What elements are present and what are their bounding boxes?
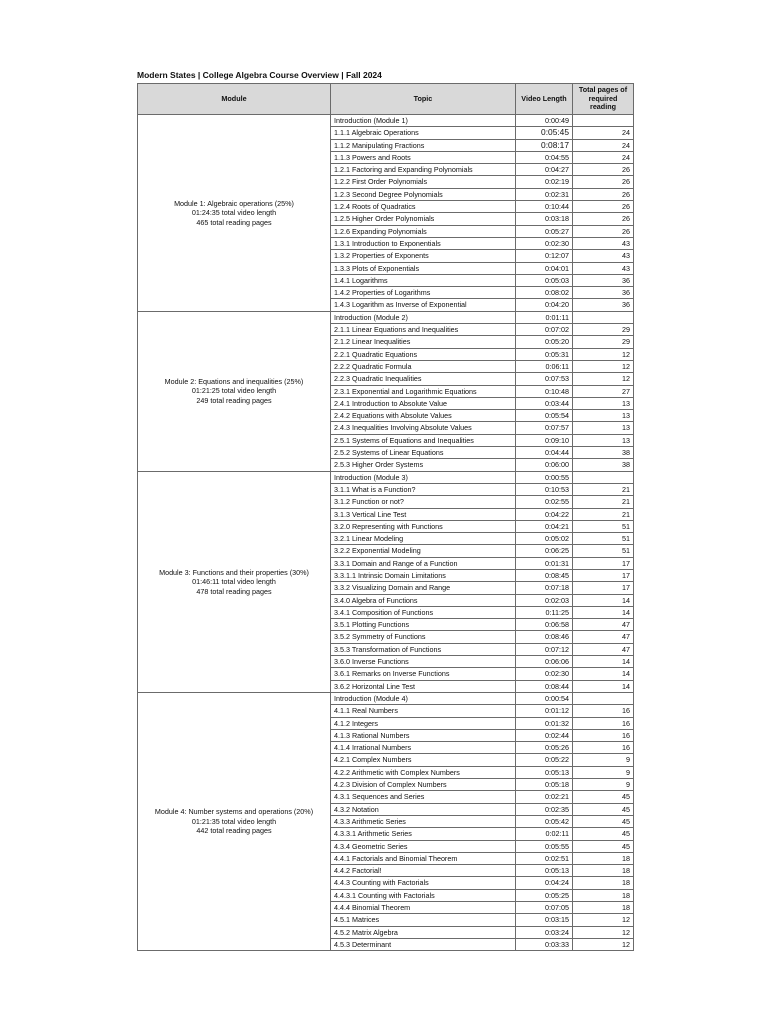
header-module: Module: [138, 84, 331, 115]
reading-pages-cell: 12: [573, 938, 634, 950]
video-length-cell: 0:07:12: [516, 643, 573, 655]
video-length-cell: 0:05:02: [516, 533, 573, 545]
reading-pages-cell: 36: [573, 274, 634, 286]
video-length-cell: 0:05:18: [516, 779, 573, 791]
video-length-cell: 0:02:30: [516, 237, 573, 249]
video-length-cell: 0:04:21: [516, 520, 573, 532]
reading-pages-cell: 18: [573, 877, 634, 889]
topic-cell: Introduction (Module 4): [331, 692, 516, 704]
reading-pages-cell: 17: [573, 569, 634, 581]
video-length-cell: 0:05:42: [516, 815, 573, 827]
module-video-total: 01:46:11 total video length: [192, 577, 276, 587]
video-length-cell: 0:02:51: [516, 852, 573, 864]
video-length-cell: 0:06:11: [516, 360, 573, 372]
reading-pages-cell: 26: [573, 225, 634, 237]
reading-pages-cell: 45: [573, 828, 634, 840]
module-video-total: 01:21:35 total video length: [191, 816, 277, 826]
topic-cell: 1.1.2 Manipulating Fractions: [331, 139, 516, 151]
topic-cell: 3.2.1 Linear Modeling: [331, 533, 516, 545]
video-length-cell: 0:02:44: [516, 729, 573, 741]
video-length-cell: 0:08:44: [516, 680, 573, 692]
reading-pages-cell: 51: [573, 533, 634, 545]
topic-cell: 3.3.1.1 Intrinsic Domain Limitations: [331, 569, 516, 581]
reading-pages-cell: 21: [573, 508, 634, 520]
video-length-cell: 0:08:46: [516, 631, 573, 643]
video-length-cell: 0:07:18: [516, 582, 573, 594]
video-length-cell: 0:09:10: [516, 434, 573, 446]
reading-pages-cell: 43: [573, 262, 634, 274]
topic-cell: 4.2.3 Division of Complex Numbers: [331, 779, 516, 791]
topic-cell: 3.4.0 Algebra of Functions: [331, 594, 516, 606]
video-length-cell: 0:06:25: [516, 545, 573, 557]
video-length-cell: 0:03:44: [516, 397, 573, 409]
header-video-length: Video Length: [516, 84, 573, 115]
video-length-cell: 0:08:17: [516, 139, 573, 151]
reading-pages-cell: 13: [573, 422, 634, 434]
topic-cell: 4.1.1 Real Numbers: [331, 705, 516, 717]
module-video-total: 01:21:25 total video length: [191, 386, 277, 396]
video-length-cell: 0:04:55: [516, 151, 573, 163]
video-length-cell: 0:12:07: [516, 250, 573, 262]
topic-cell: 1.1.1 Algebraic Operations: [331, 127, 516, 139]
video-length-cell: 0:05:13: [516, 865, 573, 877]
reading-pages-cell: 14: [573, 606, 634, 618]
reading-pages-cell: 29: [573, 336, 634, 348]
reading-pages-cell: 12: [573, 926, 634, 938]
document-title: Modern States | College Algebra Course Overview | Fall 2024: [137, 70, 382, 80]
reading-pages-cell: 21: [573, 496, 634, 508]
video-length-cell: 0:00:49: [516, 115, 573, 127]
reading-pages-cell: 36: [573, 299, 634, 311]
topic-cell: 4.4.2 Factorial!: [331, 865, 516, 877]
topic-cell: 4.2.2 Arithmetic with Complex Numbers: [331, 766, 516, 778]
header-reading-pages: Total pages of required reading: [573, 84, 634, 115]
reading-pages-cell: 16: [573, 717, 634, 729]
topic-cell: 1.3.2 Properties of Exponents: [331, 250, 516, 262]
reading-pages-cell: 14: [573, 594, 634, 606]
topic-cell: Introduction (Module 3): [331, 471, 516, 483]
table-row: [138, 471, 634, 483]
course-overview-table: [137, 83, 634, 951]
video-length-cell: 0:06:58: [516, 619, 573, 631]
video-length-cell: 0:00:54: [516, 692, 573, 704]
video-length-cell: 0:11:25: [516, 606, 573, 618]
video-length-cell: 0:05:45: [516, 127, 573, 139]
topic-cell: 1.4.2 Properties of Logarithms: [331, 287, 516, 299]
video-length-cell: 0:02:19: [516, 176, 573, 188]
video-length-cell: 0:10:53: [516, 483, 573, 495]
reading-pages-cell: 14: [573, 668, 634, 680]
topic-cell: 2.2.2 Quadratic Formula: [331, 360, 516, 372]
topic-cell: 3.1.1 What is a Function?: [331, 483, 516, 495]
video-length-cell: 0:07:05: [516, 902, 573, 914]
reading-pages-cell: 45: [573, 840, 634, 852]
video-length-cell: 0:03:24: [516, 926, 573, 938]
module-name: Module 3: Functions and their properties (30%): [159, 567, 309, 577]
topic-cell: 3.6.2 Horizontal Line Test: [331, 680, 516, 692]
topic-cell: 1.2.5 Higher Order Polynomials: [331, 213, 516, 225]
topic-cell: Introduction (Module 1): [331, 115, 516, 127]
table-row: [138, 692, 634, 704]
reading-pages-cell: 18: [573, 865, 634, 877]
video-length-cell: 0:05:55: [516, 840, 573, 852]
reading-pages-cell: 47: [573, 619, 634, 631]
reading-pages-cell: 16: [573, 729, 634, 741]
video-length-cell: 0:04:01: [516, 262, 573, 274]
reading-pages-cell: 18: [573, 889, 634, 901]
reading-pages-cell: 16: [573, 705, 634, 717]
reading-pages-cell: 16: [573, 742, 634, 754]
reading-pages-cell: 12: [573, 360, 634, 372]
topic-cell: 2.4.2 Equations with Absolute Values: [331, 410, 516, 422]
topic-cell: 3.5.3 Transformation of Functions: [331, 643, 516, 655]
topic-cell: 3.3.2 Visualizing Domain and Range: [331, 582, 516, 594]
reading-pages-cell: 47: [573, 643, 634, 655]
reading-pages-cell: [573, 311, 634, 323]
reading-pages-cell: 26: [573, 201, 634, 213]
topic-cell: 3.6.1 Remarks on Inverse Functions: [331, 668, 516, 680]
video-length-cell: 0:03:18: [516, 213, 573, 225]
video-length-cell: 0:02:03: [516, 594, 573, 606]
video-length-cell: 0:05:54: [516, 410, 573, 422]
video-length-cell: 0:06:00: [516, 459, 573, 471]
reading-pages-cell: 38: [573, 447, 634, 459]
reading-pages-cell: 51: [573, 520, 634, 532]
topic-cell: 1.2.1 Factoring and Expanding Polynomials: [331, 164, 516, 176]
reading-pages-cell: 27: [573, 385, 634, 397]
topic-cell: 4.3.1 Sequences and Series: [331, 791, 516, 803]
video-length-cell: 0:03:33: [516, 938, 573, 950]
module-name: Module 2: Equations and inequalities (25%): [164, 376, 304, 386]
reading-pages-cell: 14: [573, 656, 634, 668]
topic-cell: 4.4.3 Counting with Factorials: [331, 877, 516, 889]
topic-cell: 4.1.2 Integers: [331, 717, 516, 729]
reading-pages-cell: 17: [573, 582, 634, 594]
topic-cell: 3.1.2 Function or not?: [331, 496, 516, 508]
reading-pages-cell: 26: [573, 164, 634, 176]
reading-pages-cell: 43: [573, 250, 634, 262]
topic-cell: 3.3.1 Domain and Range of a Function: [331, 557, 516, 569]
video-length-cell: 0:07:02: [516, 324, 573, 336]
reading-pages-cell: 26: [573, 188, 634, 200]
topic-cell: 2.1.2 Linear Inequalities: [331, 336, 516, 348]
reading-pages-cell: [573, 471, 634, 483]
reading-pages-cell: 13: [573, 397, 634, 409]
reading-pages-cell: 13: [573, 434, 634, 446]
reading-pages-cell: 9: [573, 779, 634, 791]
reading-pages-cell: 26: [573, 213, 634, 225]
topic-cell: 1.2.6 Expanding Polynomials: [331, 225, 516, 237]
reading-pages-cell: [573, 115, 634, 127]
topic-cell: 3.5.2 Symmetry of Functions: [331, 631, 516, 643]
topic-cell: 4.3.4 Geometric Series: [331, 840, 516, 852]
video-length-cell: 0:01:11: [516, 311, 573, 323]
reading-pages-cell: 24: [573, 139, 634, 151]
reading-pages-cell: 51: [573, 545, 634, 557]
reading-pages-cell: 18: [573, 902, 634, 914]
video-length-cell: 0:05:13: [516, 766, 573, 778]
video-length-cell: 0:01:12: [516, 705, 573, 717]
header-topic: Topic: [331, 84, 516, 115]
topic-cell: 4.3.3 Arithmetic Series: [331, 815, 516, 827]
reading-pages-cell: 38: [573, 459, 634, 471]
video-length-cell: 0:04:27: [516, 164, 573, 176]
topic-cell: 4.5.2 Matrix Algebra: [331, 926, 516, 938]
topic-cell: 3.1.3 Vertical Line Test: [331, 508, 516, 520]
reading-pages-cell: 9: [573, 754, 634, 766]
topic-cell: 2.5.2 Systems of Linear Equations: [331, 447, 516, 459]
reading-pages-cell: 17: [573, 557, 634, 569]
topic-cell: 2.5.1 Systems of Equations and Inequalities: [331, 434, 516, 446]
topic-cell: 2.4.3 Inequalities Involving Absolute Values: [331, 422, 516, 434]
reading-pages-cell: 43: [573, 237, 634, 249]
topic-cell: 4.3.2 Notation: [331, 803, 516, 815]
topic-cell: 4.4.1 Factorials and Binomial Theorem: [331, 852, 516, 864]
video-length-cell: 0:06:06: [516, 656, 573, 668]
reading-pages-cell: 26: [573, 176, 634, 188]
video-length-cell: 0:05:26: [516, 742, 573, 754]
reading-pages-cell: 14: [573, 680, 634, 692]
video-length-cell: 0:02:35: [516, 803, 573, 815]
module-cell: [138, 692, 331, 950]
reading-pages-cell: 45: [573, 815, 634, 827]
table-body: [138, 115, 634, 951]
video-length-cell: 0:07:57: [516, 422, 573, 434]
topic-cell: 1.3.1 Introduction to Exponentials: [331, 237, 516, 249]
video-length-cell: 0:08:45: [516, 569, 573, 581]
topic-cell: 3.6.0 Inverse Functions: [331, 656, 516, 668]
module-name: Module 4: Number systems and operations (20%): [154, 807, 314, 817]
topic-cell: 2.3.1 Exponential and Logarithmic Equations: [331, 385, 516, 397]
reading-pages-cell: 47: [573, 631, 634, 643]
table-row: [138, 311, 634, 323]
video-length-cell: 0:05:25: [516, 889, 573, 901]
topic-cell: 4.4.4 Binomial Theorem: [331, 902, 516, 914]
module-pages-total: 478 total reading pages: [196, 586, 272, 596]
video-length-cell: 0:02:30: [516, 668, 573, 680]
video-length-cell: 0:04:20: [516, 299, 573, 311]
video-length-cell: 0:02:21: [516, 791, 573, 803]
header-row: [138, 84, 634, 115]
reading-pages-cell: 45: [573, 803, 634, 815]
reading-pages-cell: 13: [573, 410, 634, 422]
topic-cell: Introduction (Module 2): [331, 311, 516, 323]
reading-pages-cell: 29: [573, 324, 634, 336]
video-length-cell: 0:10:44: [516, 201, 573, 213]
topic-cell: 1.4.3 Logarithm as Inverse of Exponential: [331, 299, 516, 311]
reading-pages-cell: 9: [573, 766, 634, 778]
table-row: [138, 115, 634, 127]
topic-cell: 3.5.1 Plotting Functions: [331, 619, 516, 631]
module-cell: [138, 471, 331, 692]
module-pages-total: 465 total reading pages: [196, 217, 272, 227]
module-cell: [138, 115, 331, 312]
topic-cell: 1.1.3 Powers and Roots: [331, 151, 516, 163]
topic-cell: 4.3.3.1 Arithmetic Series: [331, 828, 516, 840]
module-pages-total: 249 total reading pages: [196, 395, 272, 405]
video-length-cell: 0:04:22: [516, 508, 573, 520]
video-length-cell: 0:02:55: [516, 496, 573, 508]
topic-cell: 3.2.0 Representing with Functions: [331, 520, 516, 532]
video-length-cell: 0:05:22: [516, 754, 573, 766]
video-length-cell: 0:10:48: [516, 385, 573, 397]
reading-pages-cell: 24: [573, 151, 634, 163]
reading-pages-cell: 36: [573, 287, 634, 299]
module-pages-total: 442 total reading pages: [196, 826, 272, 836]
video-length-cell: 0:07:53: [516, 373, 573, 385]
topic-cell: 2.5.3 Higher Order Systems: [331, 459, 516, 471]
reading-pages-cell: [573, 692, 634, 704]
video-length-cell: 0:05:27: [516, 225, 573, 237]
reading-pages-cell: 21: [573, 483, 634, 495]
topic-cell: 2.2.1 Quadratic Equations: [331, 348, 516, 360]
module-cell: [138, 311, 331, 471]
topic-cell: 4.5.1 Matrices: [331, 914, 516, 926]
video-length-cell: 0:05:31: [516, 348, 573, 360]
topic-cell: 3.4.1 Composition of Functions: [331, 606, 516, 618]
topic-cell: 1.2.2 First Order Polynomials: [331, 176, 516, 188]
video-length-cell: 0:01:32: [516, 717, 573, 729]
topic-cell: 3.2.2 Exponential Modeling: [331, 545, 516, 557]
video-length-cell: 0:08:02: [516, 287, 573, 299]
topic-cell: 2.2.3 Quadratic Inequalities: [331, 373, 516, 385]
video-length-cell: 0:05:20: [516, 336, 573, 348]
reading-pages-cell: 24: [573, 127, 634, 139]
video-length-cell: 0:04:24: [516, 877, 573, 889]
topic-cell: 4.1.4 Irrational Numbers: [331, 742, 516, 754]
reading-pages-cell: 45: [573, 791, 634, 803]
video-length-cell: 0:03:15: [516, 914, 573, 926]
topic-cell: 4.5.3 Determinant: [331, 938, 516, 950]
module-name: Module 1: Algebraic operations (25%): [174, 198, 294, 208]
reading-pages-cell: 12: [573, 348, 634, 360]
topic-cell: 1.2.3 Second Degree Polynomials: [331, 188, 516, 200]
topic-cell: 2.4.1 Introduction to Absolute Value: [331, 397, 516, 409]
reading-pages-cell: 12: [573, 914, 634, 926]
video-length-cell: 0:02:11: [516, 828, 573, 840]
reading-pages-cell: 18: [573, 852, 634, 864]
topic-cell: 4.1.3 Rational Numbers: [331, 729, 516, 741]
topic-cell: 1.2.4 Roots of Quadratics: [331, 201, 516, 213]
topic-cell: 4.4.3.1 Counting with Factorials: [331, 889, 516, 901]
video-length-cell: 0:00:55: [516, 471, 573, 483]
video-length-cell: 0:04:44: [516, 447, 573, 459]
topic-cell: 1.3.3 Plots of Exponentials: [331, 262, 516, 274]
reading-pages-cell: 12: [573, 373, 634, 385]
topic-cell: 2.1.1 Linear Equations and Inequalities: [331, 324, 516, 336]
topic-cell: 4.2.1 Complex Numbers: [331, 754, 516, 766]
video-length-cell: 0:01:31: [516, 557, 573, 569]
video-length-cell: 0:02:31: [516, 188, 573, 200]
video-length-cell: 0:05:03: [516, 274, 573, 286]
topic-cell: 1.4.1 Logarithms: [331, 274, 516, 286]
module-video-total: 01:24:35 total video length: [191, 208, 277, 218]
